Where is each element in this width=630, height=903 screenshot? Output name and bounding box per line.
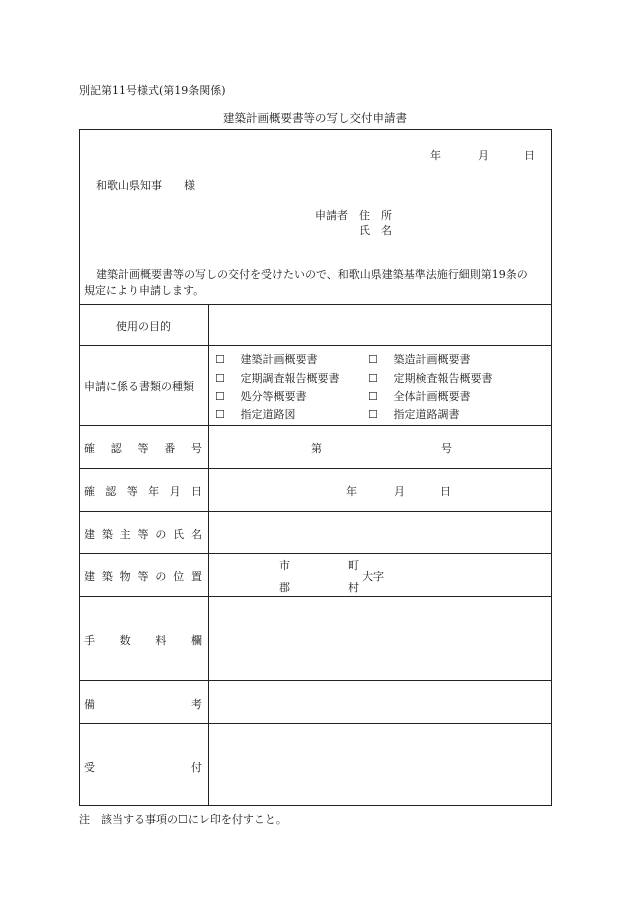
purpose-label: 使用の目的 xyxy=(116,320,171,333)
divider xyxy=(79,553,552,554)
checkbox-icon[interactable]: ☐ xyxy=(215,390,225,403)
checkbox-icon[interactable]: ☐ xyxy=(368,390,378,403)
applicant-label: 申請者 xyxy=(315,209,348,222)
divider xyxy=(79,345,552,346)
addressee: 和歌山県知事 様 xyxy=(96,179,195,192)
doc-types-label: 申請に係る書類の種類 xyxy=(84,380,194,393)
location-town: 町 xyxy=(348,559,359,572)
divider xyxy=(79,511,552,512)
date-day: 日 xyxy=(524,149,535,162)
confirm-date-day: 日 xyxy=(440,485,451,498)
fee-label: 手 数 料 欄 xyxy=(84,634,202,647)
divider xyxy=(79,680,552,681)
divider xyxy=(79,425,552,426)
doc-option-label: 処分等概要書 xyxy=(240,390,307,403)
checkbox-icon[interactable]: ☐ xyxy=(215,372,225,385)
remarks-label: 備 考 xyxy=(84,698,202,711)
footnote: 注 該当する事項の☐にレ印を付すこと。 xyxy=(79,813,287,826)
doc-option-checkbox[interactable] xyxy=(215,351,318,367)
confirm-number-prefix: 第 xyxy=(311,442,322,455)
doc-option-label: 建築計画概要書 xyxy=(240,353,318,366)
checkbox-icon[interactable]: ☐ xyxy=(368,353,378,366)
doc-option-label: 築造計画概要書 xyxy=(393,353,471,366)
divider xyxy=(79,596,552,597)
statement-line-2: 規定により申請します。 xyxy=(84,284,205,297)
checkbox-icon[interactable]: ☐ xyxy=(215,353,225,366)
doc-option-checkbox[interactable] xyxy=(368,406,460,422)
column-divider xyxy=(208,304,209,806)
confirm-number-label: 確 認 等 番 号 xyxy=(84,442,202,455)
doc-option-label: 全体計画概要書 xyxy=(393,390,471,403)
confirm-date-year: 年 xyxy=(346,485,357,498)
building-location-label: 建 築 物 等 の 位 置 xyxy=(84,570,202,583)
date-year: 年 xyxy=(430,149,441,162)
confirm-date-label: 確 認 等 年 月 日 xyxy=(84,485,202,498)
doc-option-checkbox[interactable] xyxy=(215,406,296,422)
doc-option-checkbox[interactable] xyxy=(368,351,471,367)
divider xyxy=(79,304,552,305)
doc-option-checkbox[interactable] xyxy=(368,370,493,386)
owner-name-label: 建 築 主 等 の 氏 名 xyxy=(84,528,202,541)
location-village: 村 xyxy=(348,581,359,594)
confirm-number-suffix: 号 xyxy=(441,442,452,455)
doc-option-checkbox[interactable] xyxy=(215,388,307,404)
checkbox-icon[interactable]: ☐ xyxy=(215,408,225,421)
checkbox-icon[interactable]: ☐ xyxy=(368,372,378,385)
address-label: 住 所 xyxy=(359,209,392,222)
date-month: 月 xyxy=(478,149,489,162)
statement-line-1: 建築計画概要書等の写しの交付を受けたいので、和歌山県建築基準法施行細則第19条の xyxy=(96,268,528,281)
divider xyxy=(79,723,552,724)
divider xyxy=(79,468,552,469)
location-county: 郡 xyxy=(279,581,290,594)
doc-option-label: 指定道路図 xyxy=(240,408,296,421)
form-title: 建築計画概要書等の写し交付申請書 xyxy=(223,111,407,125)
doc-option-label: 定期検査報告概要書 xyxy=(393,372,493,385)
checkbox-icon[interactable]: ☐ xyxy=(368,408,378,421)
reception-label: 受 付 xyxy=(84,761,202,774)
location-aza: 大字 xyxy=(362,570,384,583)
doc-option-label: 指定道路調書 xyxy=(393,408,460,421)
doc-option-checkbox[interactable] xyxy=(215,370,340,386)
form-number: 別記第11号様式(第19条関係) xyxy=(79,84,226,97)
location-city: 市 xyxy=(279,559,290,572)
doc-option-checkbox[interactable] xyxy=(368,388,471,404)
name-label: 氏 名 xyxy=(359,224,392,237)
confirm-date-month: 月 xyxy=(394,485,405,498)
doc-option-label: 定期調査報告概要書 xyxy=(240,372,340,385)
